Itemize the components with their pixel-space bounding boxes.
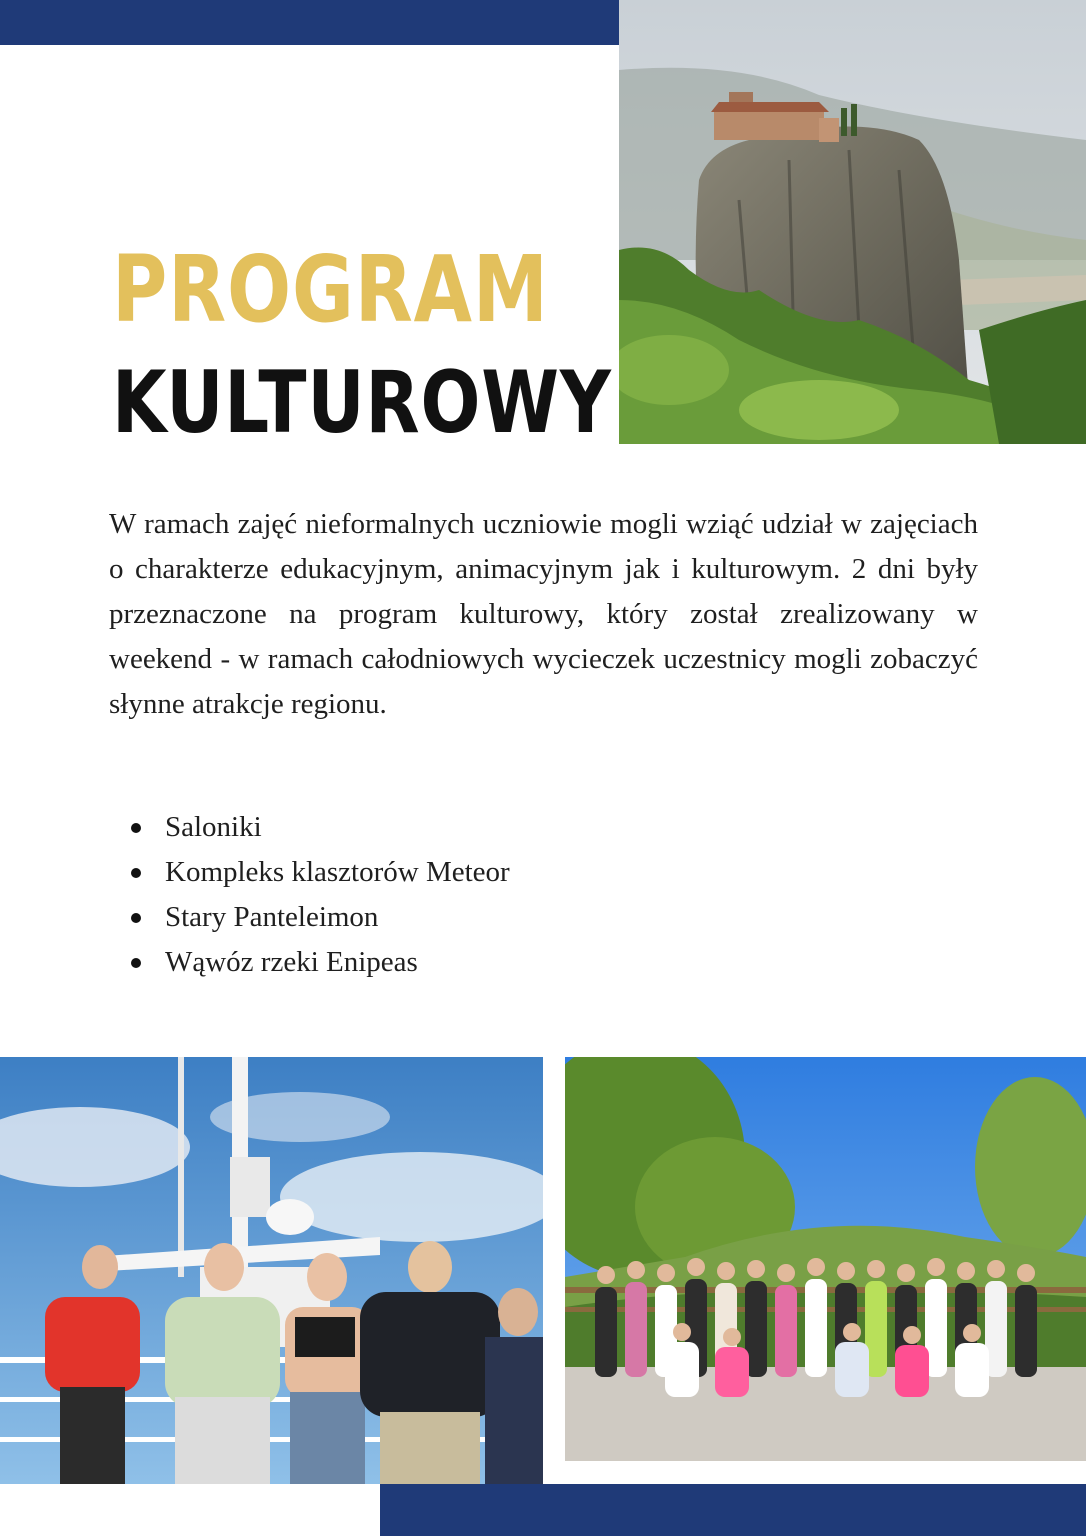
intro-paragraph: W ramach zajęć nieformalnych uczniowie mogli wziąć udział w zajęciach o charakterze edukacyjnym, animacyjnym jak i kulturowym. 2 dni były przeznaczone na program kulturowy, który został zrealizowany w weekend - w ramach całodniowych wycieczek uczestnicy mogli zobaczyć słynne atrakcje regionu. [109, 508, 978, 720]
group-photo-outdoors [565, 1057, 1086, 1461]
list-item: Stary Panteleimon [128, 895, 510, 940]
title-line-kulturowy: KULTUROWY [112, 353, 612, 453]
bottom-accent-bar [380, 1484, 1086, 1536]
top-accent-bar [0, 0, 619, 45]
list-item: Wąwóz rzeki Enipeas [128, 940, 510, 985]
meteora-monastery-photo [619, 0, 1086, 444]
students-on-ferry-photo [0, 1057, 543, 1484]
places-list [128, 805, 510, 985]
title-line-program: PROGRAM [112, 236, 549, 343]
list-item: Kompleks klasztorów Meteor [128, 850, 510, 895]
list-item: Saloniki [128, 805, 510, 850]
